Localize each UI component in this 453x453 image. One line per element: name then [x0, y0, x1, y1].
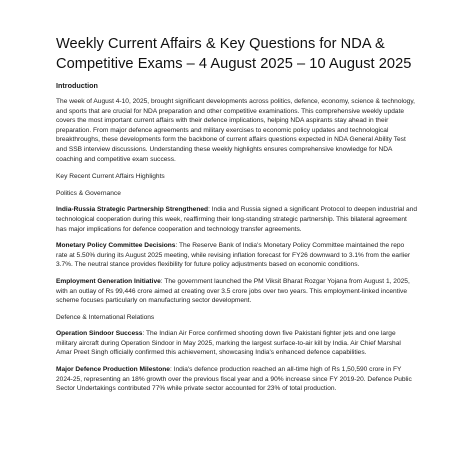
- section-heading-defence: Defence & International Relations: [56, 313, 155, 321]
- news-item-title: Operation Sindoor Success: [56, 330, 143, 338]
- news-item-text: : The government launched the PM Viksit Bharat Rozgar Yojana from August 1, 2025, with an outlay of Rs 99,446 crore aimed at creating over 3.5 crore jobs over two years. This employment-linked incentive scheme focuses particularly on manufacturing sector development.: [56, 277, 410, 305]
- document-title: Weekly Current Affairs & Key Questions for NDA & Competitive Exams – 4 August 2025 – 10 August 2025: [56, 36, 412, 72]
- news-item: [56, 277, 417, 306]
- introduction-heading: Introduction: [56, 81, 98, 90]
- section-heading-politics: Politics & Governance: [56, 189, 121, 197]
- news-item-title: India-Russia Strategic Partnership Strengthened: [56, 206, 209, 214]
- news-item: [56, 365, 417, 394]
- news-item-title: Major Defence Production Milestone: [56, 366, 170, 374]
- news-item: [56, 241, 417, 270]
- news-item-text: : The Reserve Bank of India's Monetary Policy Committee maintained the repo rate at 5.50% during its August 2025 meeting, while revising inflation forecast for FY26 downward to 3.1% from the earlier 3.7%. The neutral stance provides flexibility for future policy adjustments based on economic conditions.: [56, 242, 411, 269]
- news-item-title: Monetary Policy Committee Decisions: [56, 242, 176, 250]
- news-item: [56, 205, 417, 234]
- news-item-text: : The Indian Air Force confirmed shooting down five Pakistani fighter jets and one large military aircraft during Operation Sindoor in May 2025, marking the largest surface-to-air kill by India. Air Chief Marshal Amar Preet Singh officially confirmed this achievement, showcasing India's enhanced defence capabilities.: [56, 330, 401, 357]
- highlights-heading: Key Recent Current Affairs Highlights: [56, 173, 165, 181]
- news-item-text: : India's defence production reached an all-time high of Rs 1,50,590 crore in FY 2024-25, representing an 18% growth over the previous fiscal year and a 90% increase since FY 2019-20. Defence Public Sector Undertakings contributed 77% while private sector accounted for 23% of total production.: [56, 366, 412, 393]
- news-item-title: Employment Generation Initiative: [56, 277, 161, 285]
- news-item-text: : India and Russia signed a significant Protocol to deepen industrial and technological cooperation during this week, reaffirming their long-standing strategic partnership. This bilateral agreement has major implications for defence cooperation and technology transfer agreements.: [56, 206, 417, 233]
- news-item: [56, 329, 417, 358]
- introduction-paragraph: The week of August 4-10, 2025, brought significant developments across politics, defence, economy, science & technology, and sports that are crucial for NDA preparation and other competitive examinations. This comprehensive weekly update covers the most important current affairs with their defence implications, helping NDA aspirants stay ahead in their preparation. From major defence agreements and military exercises to economic policy updates and technological breakthroughs, these developments form the backbone of current affairs questions expected in NDA General Ability Test and SSB interview discussions. Understanding these weekly highlights ensures comprehensive knowledge for NDA coaching and competitive exam success.: [56, 98, 415, 163]
